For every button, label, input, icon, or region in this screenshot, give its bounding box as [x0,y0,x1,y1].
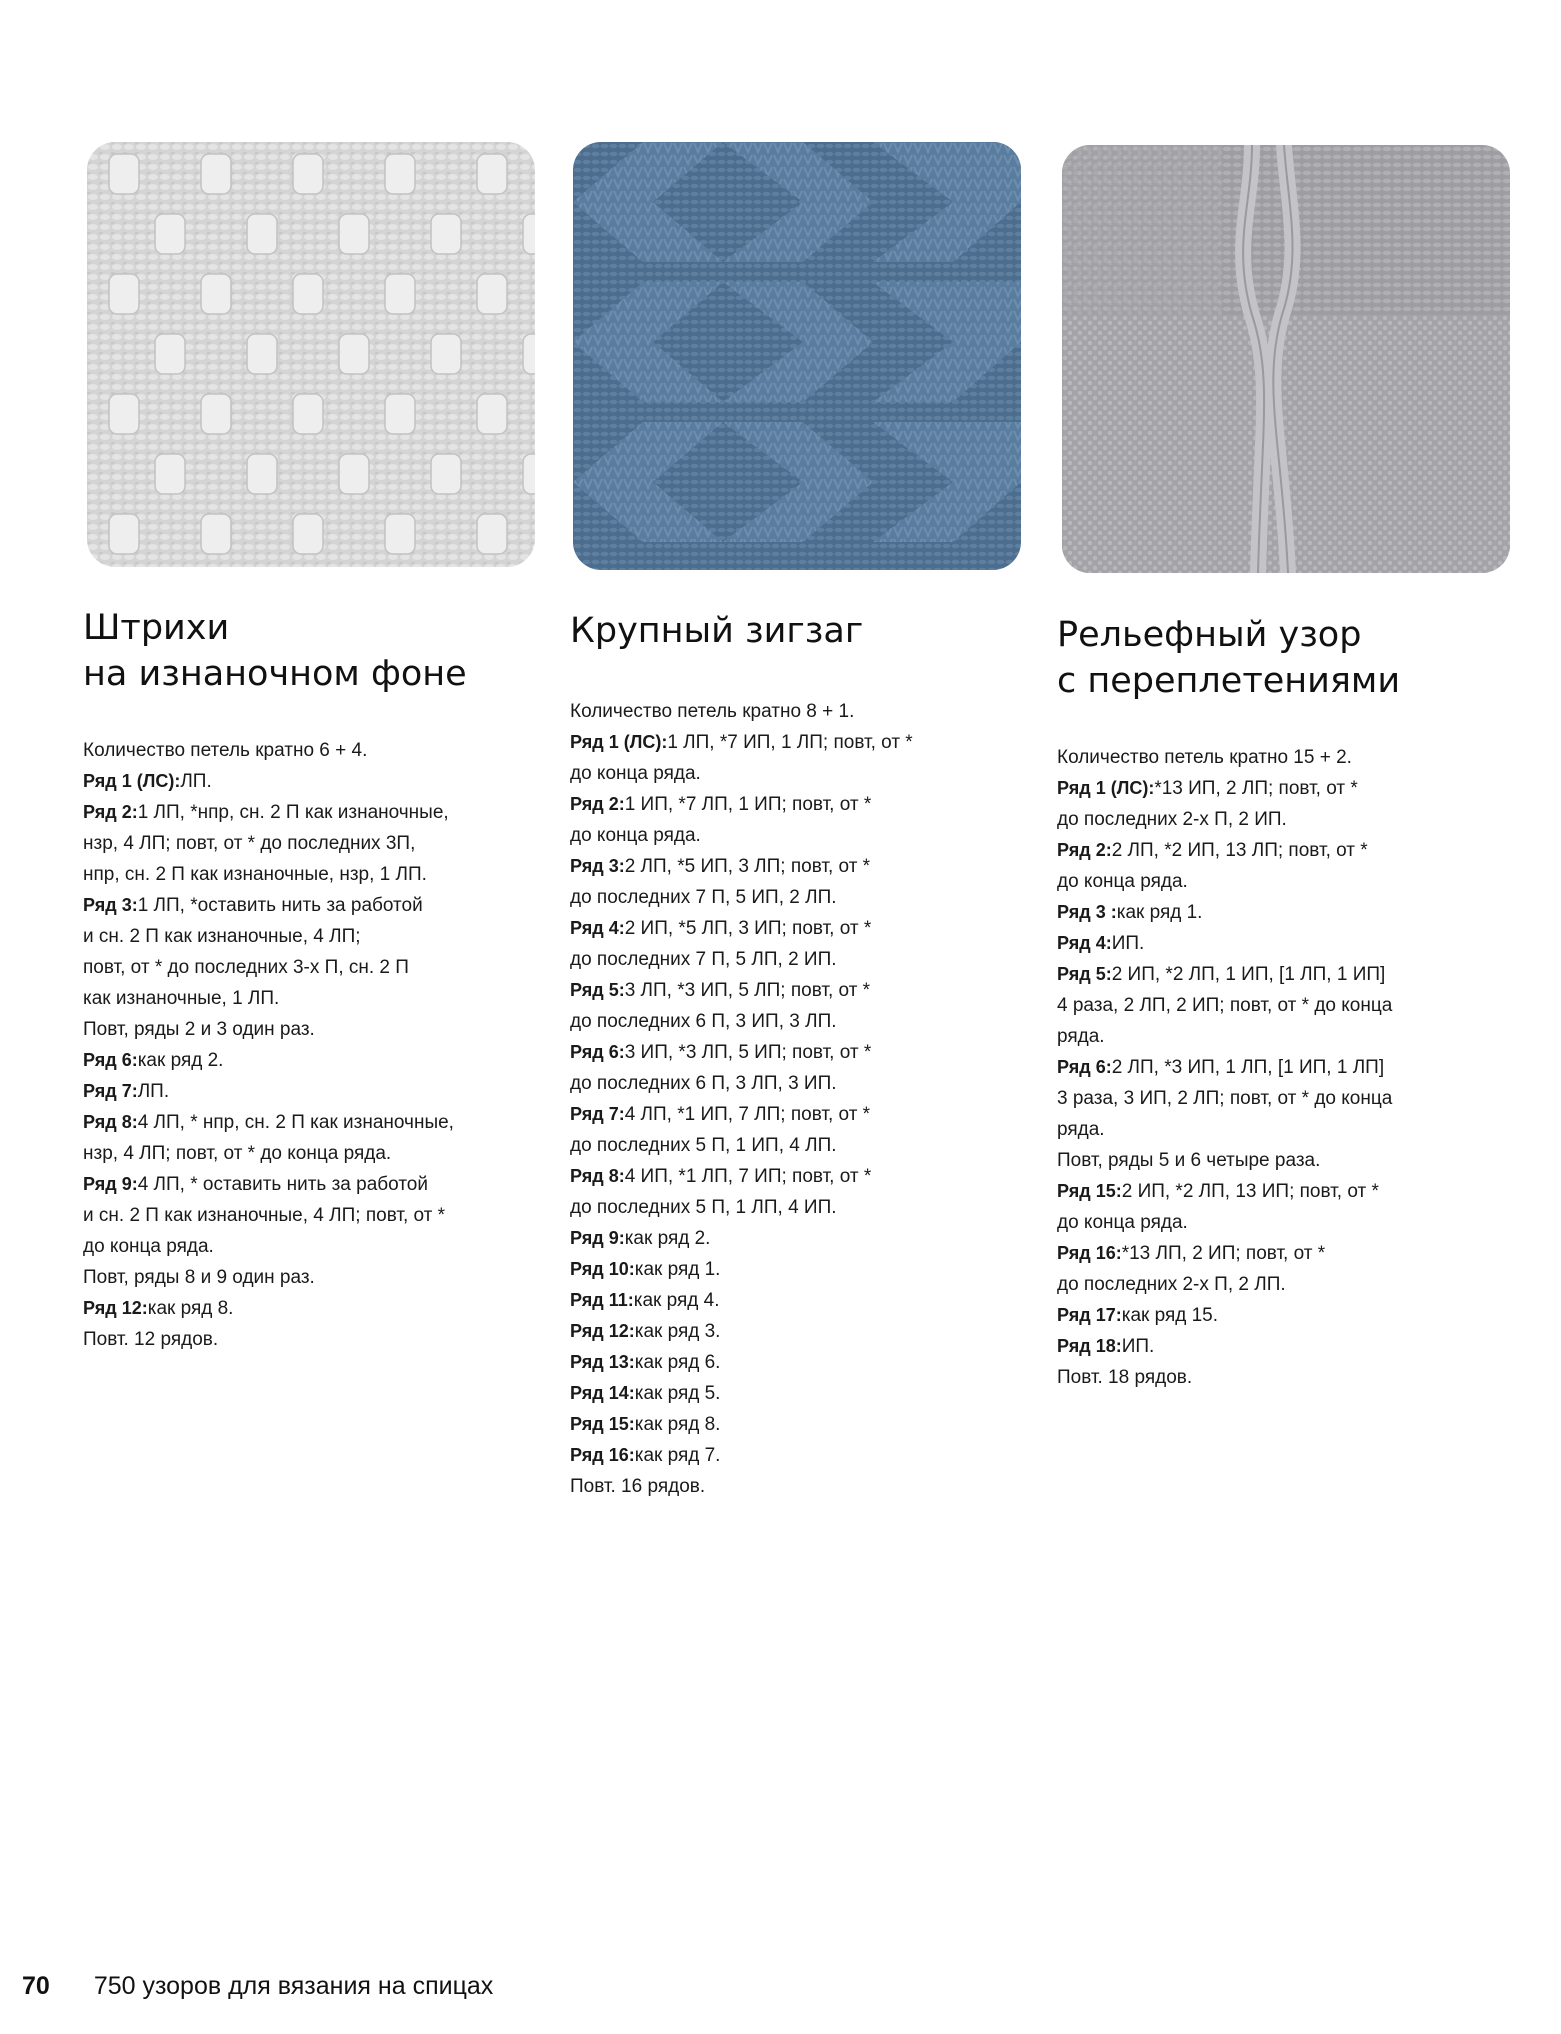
row-label: Ряд 5: [570,980,625,1000]
row-text: 2 ЛП, *5 ИП, 3 ЛП; повт, от * [624,856,871,877]
row-text: Повт. 18 рядов. [1057,1367,1193,1388]
instruction-row [83,1169,523,1262]
instruction-row [1057,1176,1507,1238]
page-number: 70 [22,1972,50,2000]
instruction-row [83,1076,523,1107]
instruction-row [1057,1238,1507,1300]
instruction-row [570,1099,1010,1161]
row-label: Ряд 4: [570,918,625,938]
instruction-row [570,1409,1010,1440]
row-label: Ряд 1 (ЛС): [570,732,668,752]
row-label: Ряд 14: [570,1383,635,1403]
instruction-row [570,727,1010,789]
instruction-row [83,797,523,890]
instruction-row [570,1316,1010,1347]
row-label: Ряд 2: [1057,840,1112,860]
pattern-title [83,605,523,697]
row-label: Ряд 6: [83,1050,138,1070]
row-continuation: и сн. 2 П как изнаночные, 4 ЛП; [83,926,361,947]
row-text: как ряд 3. [634,1321,721,1342]
row-label: Ряд 2: [570,794,625,814]
row-text: 1 ЛП, *7 ИП, 1 ЛП; повт, от * [667,732,913,753]
row-text: 2 ЛП, *3 ИП, 1 ЛП, [1 ИП, 1 ЛП] [1111,1057,1385,1078]
instruction-row [1057,897,1507,928]
row-label: Ряд 17: [1057,1305,1122,1325]
row-label: Ряд 3: [83,895,138,915]
row-text: 1 ЛП, *нпр, сн. 2 П как изнаночные, [137,802,449,823]
row-continuation: нзр, 4 ЛП; повт, от * до конца ряда. [83,1143,392,1164]
row-text: 1 ЛП, *оставить нить за работой [137,895,423,916]
row-continuation: до конца ряда. [83,1236,214,1257]
instruction-row [83,1045,523,1076]
row-label: Ряд 8: [570,1166,625,1186]
instruction-row [83,1107,523,1169]
instruction-row [570,1471,1010,1502]
row-text: как ряд 15. [1121,1305,1219,1326]
title-line: Крупный зигзаг [570,611,864,651]
row-text: как ряд 1. [1116,902,1203,923]
row-continuation: до конца ряда. [570,763,701,784]
row-label: Ряд 3: [570,856,625,876]
instruction-row [83,1293,523,1324]
title-line: с переплетениями [1057,661,1401,701]
row-text: 4 ЛП, *1 ИП, 7 ЛП; повт, от * [624,1104,871,1125]
row-label: Ряд 7: [83,1081,138,1101]
row-text: как ряд 8. [147,1298,234,1319]
row-text: *13 ИП, 2 ЛП; повт, от * [1154,778,1358,799]
row-continuation: до последних 5 П, 1 ЛП, 4 ИП. [570,1197,837,1218]
row-text: как ряд 4. [633,1290,720,1311]
title-line: Рельефный узор [1057,615,1362,655]
instruction-row [570,1378,1010,1409]
row-text: 2 ИП, *2 ЛП, 13 ИП; повт, от * [1121,1181,1379,1202]
instruction-row [83,1014,523,1045]
instruction-row [570,975,1010,1037]
instruction-row [1057,1331,1507,1362]
instruction-row [570,913,1010,975]
row-continuation: до конца ряда. [570,825,701,846]
row-continuation: до конца ряда. [1057,1212,1188,1233]
instruction-row [570,1037,1010,1099]
row-text: Повт. 16 рядов. [570,1476,706,1497]
title-line: Штрихи [83,608,230,648]
row-text: как ряд 8. [634,1414,721,1435]
row-text: Повт, ряды 8 и 9 один раз. [83,1267,315,1288]
instruction-row [570,1285,1010,1316]
row-label: Ряд 12: [570,1321,635,1341]
instruction-row [1057,1300,1507,1331]
row-list [1057,773,1507,1393]
row-text: *13 ЛП, 2 ИП; повт, от * [1121,1243,1326,1264]
row-continuation: до последних 7 П, 5 ЛП, 2 ИП. [570,949,837,970]
row-text: как ряд 7. [634,1445,721,1466]
row-continuation: до последних 2-х П, 2 ИП. [1057,809,1287,830]
row-text: 4 ЛП, * нпр, сн. 2 П как изнаночные, [137,1112,454,1133]
book-title: 750 узоров для вязания на спицах [93,1972,494,2000]
row-continuation: 3 раза, 3 ИП, 2 ЛП; повт, от * до конца [1057,1088,1393,1109]
stitch-count: Количество петель кратно 15 + 2. [1057,747,1352,768]
page-footer [22,1972,493,2001]
row-label: Ряд 10: [570,1259,635,1279]
row-text: ЛП. [180,771,212,792]
row-label: Ряд 15: [570,1414,635,1434]
row-text: 4 ЛП, * оставить нить за работой [137,1174,428,1195]
instruction-row [570,1161,1010,1223]
row-continuation: и сн. 2 П как изнаночные, 4 ЛП; повт, от * [83,1205,446,1226]
instruction-row [1057,773,1507,835]
row-continuation: до последних 2-х П, 2 ЛП. [1057,1274,1286,1295]
row-continuation: 4 раза, 2 ЛП, 2 ИП; повт, от * до конца [1057,995,1393,1016]
pattern-column-2 [570,608,1010,1502]
row-text: 2 ЛП, *2 ИП, 13 ЛП; повт, от * [1111,840,1368,861]
row-continuation: повт, от * до последних 3-х П, сн. 2 П [83,957,409,978]
instruction-row [1057,1145,1507,1176]
row-text: как ряд 2. [137,1050,224,1071]
row-text: ИП. [1111,933,1145,954]
row-label: Ряд 6: [1057,1057,1112,1077]
row-label: Ряд 5: [1057,964,1112,984]
instruction-row [83,766,523,797]
swatch-photo-strokes [87,142,535,567]
row-continuation: нзр, 4 ЛП; повт, от * до последних 3П, [83,833,416,854]
pattern-title [570,608,1010,654]
row-continuation: до последних 6 П, 3 ЛП, 3 ИП. [570,1073,837,1094]
instruction-row [570,789,1010,851]
swatch-photo-zigzag [573,142,1021,570]
pattern-column-1 [83,605,523,1355]
row-continuation: ряда. [1057,1119,1105,1140]
row-continuation: как изнаночные, 1 ЛП. [83,988,280,1009]
row-text: как ряд 2. [624,1228,711,1249]
row-label: Ряд 2: [83,802,138,822]
row-label: Ряд 8: [83,1112,138,1132]
row-label: Ряд 12: [83,1298,148,1318]
row-text: 2 ИП, *2 ЛП, 1 ИП, [1 ЛП, 1 ИП] [1111,964,1386,985]
row-text: ЛП. [137,1081,170,1102]
instruction-row [570,1254,1010,1285]
stitch-count: Количество петель кратно 6 + 4. [83,740,368,761]
instruction-row [1057,835,1507,897]
row-label: Ряд 15: [1057,1181,1122,1201]
pattern-title [1057,612,1507,704]
row-label: Ряд 11: [570,1290,634,1310]
row-label: Ряд 13: [570,1352,635,1372]
instruction-row [570,1440,1010,1471]
row-label: Ряд 4: [1057,933,1112,953]
row-text: 1 ИП, *7 ЛП, 1 ИП; повт, от * [624,794,872,815]
instruction-row [83,1324,523,1355]
row-list [570,727,1010,1502]
title-line: на изнаночном фоне [83,654,467,694]
row-text: 3 ЛП, *3 ИП, 5 ЛП; повт, от * [624,980,871,1001]
row-label: Ряд 1 (ЛС): [83,771,181,791]
row-label: Ряд 7: [570,1104,625,1124]
row-label: Ряд 18: [1057,1336,1122,1356]
row-text: Повт, ряды 2 и 3 один раз. [83,1019,315,1040]
instruction-row [1057,959,1507,1052]
instruction-row [570,1223,1010,1254]
row-label: Ряд 16: [570,1445,635,1465]
instruction-row [570,1347,1010,1378]
row-label: Ряд 6: [570,1042,625,1062]
stitch-count: Количество петель кратно 8 + 1. [570,701,855,722]
row-text: ИП. [1121,1336,1155,1357]
row-text: как ряд 6. [634,1352,721,1373]
instruction-row [570,851,1010,913]
pattern-column-3 [1057,612,1507,1393]
row-continuation: ряда. [1057,1026,1105,1047]
row-continuation: до последних 7 П, 5 ИП, 2 ЛП. [570,887,837,908]
instruction-row [1057,1362,1507,1393]
row-text: 4 ИП, *1 ЛП, 7 ИП; повт, от * [624,1166,872,1187]
instruction-row [1057,1052,1507,1145]
instruction-row [83,890,523,1014]
instruction-row [83,1262,523,1293]
row-text: как ряд 5. [634,1383,721,1404]
row-text: Повт, ряды 5 и 6 четыре раза. [1057,1150,1321,1171]
row-label: Ряд 16: [1057,1243,1122,1263]
row-list [83,766,523,1355]
row-text: 3 ИП, *3 ЛП, 5 ИП; повт, от * [624,1042,872,1063]
instruction-row [1057,928,1507,959]
row-label: Ряд 9: [570,1228,625,1248]
row-continuation: до последних 5 П, 1 ИП, 4 ЛП. [570,1135,837,1156]
row-label: Ряд 9: [83,1174,138,1194]
row-continuation: до конца ряда. [1057,871,1188,892]
row-continuation: до последних 6 П, 3 ИП, 3 ЛП. [570,1011,837,1032]
row-label: Ряд 3 : [1057,902,1117,922]
row-label: Ряд 1 (ЛС): [1057,778,1155,798]
row-text: Повт. 12 рядов. [83,1329,219,1350]
swatch-photo-cable [1062,145,1510,573]
row-text: как ряд 1. [634,1259,721,1280]
row-continuation: нпр, сн. 2 П как изнаночные, нзр, 1 ЛП. [83,864,427,885]
row-text: 2 ИП, *5 ЛП, 3 ИП; повт, от * [624,918,872,939]
